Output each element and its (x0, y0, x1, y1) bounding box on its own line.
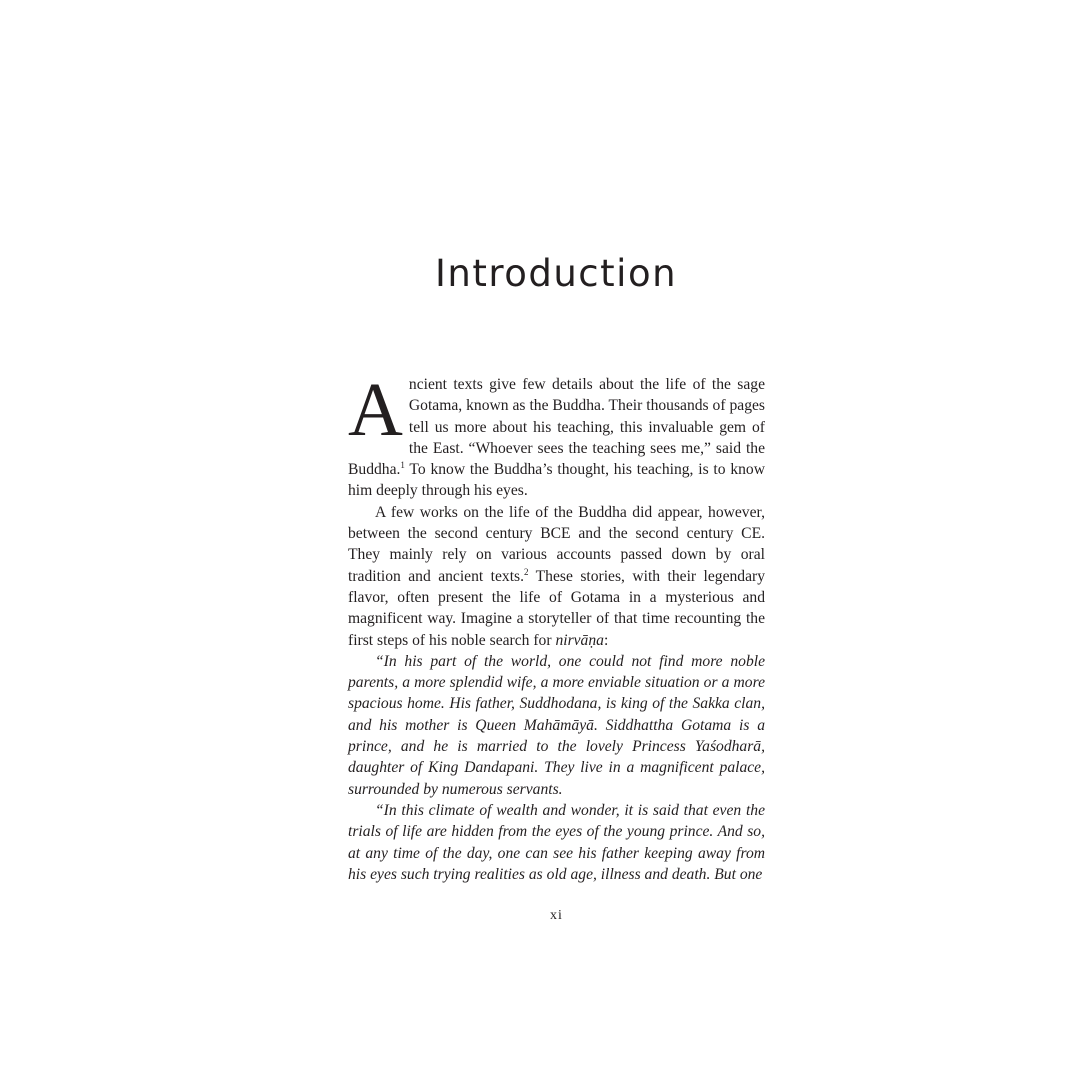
quote-text: “In this climate of wealth and wonder, it is said that even the trials of life are hidden from the eyes of the young prince. And so, at any time of the day, one can see his father keeping away from his eyes such trying realities as old age, illness and death. But one (348, 801, 765, 883)
drop-cap: A (348, 368, 403, 452)
quote-paragraph-1 (348, 651, 765, 800)
page-number: xi (550, 908, 563, 923)
paragraph-1 (348, 368, 765, 502)
italic-term: nirvāṇa (555, 631, 604, 649)
paragraph-text: : (603, 631, 609, 649)
paragraph-text: ncient texts give few details about the life of the sage Gotama, known as the Buddha. Their thousands of pages tell us more about his teaching, this invaluable gem of the East. “Whoever sees the teaching sees me,” said the Buddha. (348, 376, 765, 479)
paragraph-text: A few works on the life of the Buddha did appear, however, between the second century BCE and the second century CE. They mainly rely on various accounts passed down by oral tradition and ancient texts. (348, 503, 765, 585)
chapter-body (348, 368, 765, 885)
paragraph-text: To know the Buddha’s thought, his teaching, is to know him deeply through his eyes. (348, 461, 765, 500)
footnote-marker-1[interactable]: 1 (400, 460, 405, 471)
quote-text: “In his part of the world, one could not find more noble parents, a more splendid wife, a more enviable situation or a more spacious home. His father, Suddhodana, is king of the Sakka clan, and his mother is Queen Mahāmāyā. Siddhattha Gotama is a prince, and he is married to the lovely Princess Yaśodharā, daughter of King Dandapani. They live in a magnificent palace, surrounded by numerous servants. (348, 652, 765, 798)
paragraph-2 (348, 502, 765, 651)
paragraph-text: These stories, with their legendary flavor, often present the life of Gotama in a mysterious and magnificent way. Imagine a storyteller of that time recounting the first steps of his noble search for (348, 567, 765, 649)
footnote-marker-2[interactable]: 2 (524, 566, 529, 577)
quote-paragraph-2 (348, 800, 765, 885)
chapter-title: Introduction (434, 252, 678, 295)
